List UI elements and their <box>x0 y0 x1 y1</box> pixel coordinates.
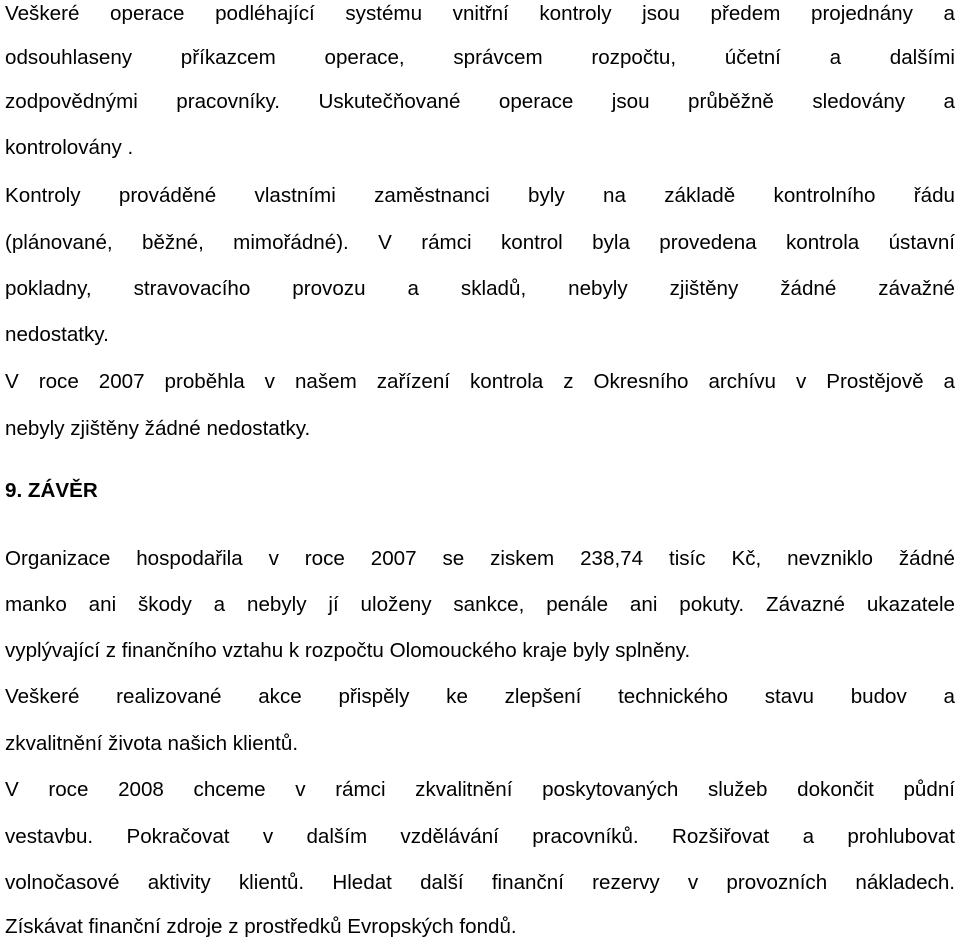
conclusion-line: Získávat finanční zdroje z prostředků Evropských fondů. <box>5 915 517 938</box>
paragraph-line: Veškeré operace podléhající systému vnitřní kontroly jsou předem projednány a <box>5 2 955 25</box>
conclusion-line: zkvalitnění života našich klientů. <box>5 732 299 755</box>
paragraph-line: nedostatky. <box>5 323 109 346</box>
conclusion-line: Organizace hospodařila v roce 2007 se ziskem 238,74 tisíc Kč, nevzniklo žádné <box>5 547 955 570</box>
paragraph-line: V roce 2007 proběhla v našem zařízení kontrola z Okresního archívu v Prostějově a <box>5 370 955 393</box>
conclusion-line: Veškeré realizované akce přispěly ke zlepšení technického stavu budov a <box>5 685 955 708</box>
paragraph-line: zodpovědnými pracovníky. Uskutečňované operace jsou průběžně sledovány a <box>5 90 955 113</box>
paragraph-line: pokladny, stravovacího provozu a skladů, nebyly zjištěny žádné závažné <box>5 277 955 300</box>
section-heading: 9. ZÁVĚR <box>5 479 98 502</box>
paragraph-line: nebyly zjištěny žádné nedostatky. <box>5 417 311 440</box>
paragraph-line: (plánované, běžné, mimořádné). V rámci kontrol byla provedena kontrola ústavní <box>5 231 955 254</box>
conclusion-line: vestavbu. Pokračovat v dalším vzdělávání pracovníků. Rozšiřovat a prohlubovat <box>5 825 955 848</box>
paragraph-line: odsouhlaseny příkazcem operace, správcem rozpočtu, účetní a dalšími <box>5 46 955 69</box>
conclusion-line: manko ani škody a nebyly jí uloženy sankce, penále ani pokuty. Závazné ukazatele <box>5 593 955 616</box>
paragraph-line: Kontroly prováděné vlastními zaměstnanci byly na základě kontrolního řádu <box>5 184 955 207</box>
conclusion-line: volnočasové aktivity klientů. Hledat další finanční rezervy v provozních nákladech. <box>5 871 955 894</box>
conclusion-line: V roce 2008 chceme v rámci zkvalitnění poskytovaných služeb dokončit půdní <box>5 778 955 801</box>
paragraph-line: kontrolovány . <box>5 136 134 159</box>
conclusion-line: vyplývající z finančního vztahu k rozpočtu Olomouckého kraje byly splněny. <box>5 639 691 662</box>
